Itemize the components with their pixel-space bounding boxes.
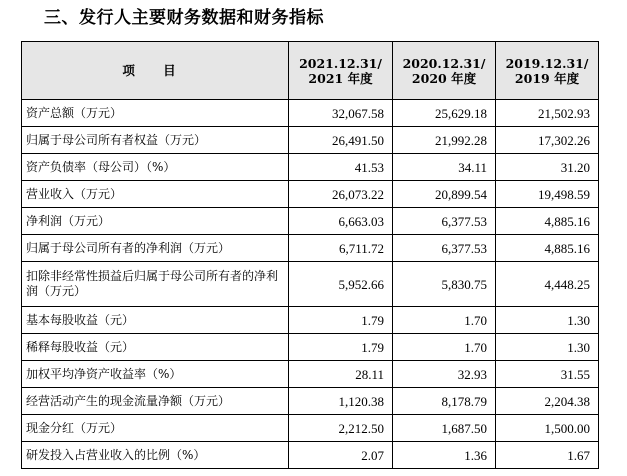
column-header-date: 2019.12.31/: [505, 55, 589, 71]
table-row: [22, 361, 599, 388]
cell-value: 1.30: [496, 334, 599, 361]
cell-value: 5,952.66: [289, 262, 393, 307]
table-row: [22, 262, 599, 307]
cell-value: 1.67: [496, 442, 599, 469]
row-label: 资产总额（万元）: [22, 100, 289, 127]
cell-value: 1.79: [289, 334, 393, 361]
table-row: [22, 442, 599, 469]
column-header-2020: [393, 42, 496, 100]
cell-value: 32.93: [393, 361, 496, 388]
cell-value: 1.79: [289, 307, 393, 334]
cell-value: 1.70: [393, 334, 496, 361]
cell-value: 2.07: [289, 442, 393, 469]
cell-value: 2,204.38: [496, 388, 599, 415]
cell-value: 4,448.25: [496, 262, 599, 307]
cell-value: 1,120.38: [289, 388, 393, 415]
column-header-date: 2021.12.31/: [299, 55, 382, 71]
cell-value: 19,498.59: [496, 181, 599, 208]
row-label: 营业收入（万元）: [22, 181, 289, 208]
column-header-year: 2019 年度: [514, 70, 580, 86]
cell-value: 1.36: [393, 442, 496, 469]
cell-value: 31.20: [496, 154, 599, 181]
cell-value: 6,377.53: [393, 208, 496, 235]
table-row: [22, 334, 599, 361]
cell-value: 34.11: [393, 154, 496, 181]
cell-value: 6,663.03: [289, 208, 393, 235]
table-row: [22, 415, 599, 442]
cell-value: 21,502.93: [496, 100, 599, 127]
table-header-row: [22, 42, 599, 100]
cell-value: 4,885.16: [496, 208, 599, 235]
row-label: 稀释每股收益（元）: [22, 334, 289, 361]
table-row: [22, 208, 599, 235]
table-row: [22, 307, 599, 334]
column-header-year: 2020 年度: [411, 70, 477, 86]
row-label: 基本每股收益（元）: [22, 307, 289, 334]
cell-value: 1,500.00: [496, 415, 599, 442]
column-header-2019: [496, 42, 599, 100]
cell-value: 1.70: [393, 307, 496, 334]
cell-value: 1,687.50: [393, 415, 496, 442]
cell-value: 21,992.28: [393, 127, 496, 154]
table-row: [22, 100, 599, 127]
cell-value: 8,178.79: [393, 388, 496, 415]
cell-value: 31.55: [496, 361, 599, 388]
cell-value: 4,885.16: [496, 235, 599, 262]
column-header-2021: [289, 42, 393, 100]
cell-value: 6,377.53: [393, 235, 496, 262]
table-row: [22, 235, 599, 262]
row-label: 净利润（万元）: [22, 208, 289, 235]
table-row: [22, 388, 599, 415]
cell-value: 25,629.18: [393, 100, 496, 127]
row-label: 研发投入占营业收入的比例（%）: [22, 442, 289, 469]
row-label: 现金分红（万元）: [22, 415, 289, 442]
item-column-header: 项 目: [22, 42, 289, 100]
cell-value: 17,302.26: [496, 127, 599, 154]
cell-value: 6,711.72: [289, 235, 393, 262]
row-label: 归属于母公司所有者的净利润（万元）: [22, 235, 289, 262]
table-row: [22, 181, 599, 208]
cell-value: 26,491.50: [289, 127, 393, 154]
cell-value: 32,067.58: [289, 100, 393, 127]
column-header-date: 2020.12.31/: [402, 55, 486, 71]
column-header-year: 2021 年度: [308, 70, 373, 86]
cell-value: 5,830.75: [393, 262, 496, 307]
cell-value: 41.53: [289, 154, 393, 181]
cell-value: 28.11: [289, 361, 393, 388]
row-label: 加权平均净资产收益率（%）: [22, 361, 289, 388]
table-row: [22, 154, 599, 181]
row-label: 资产负债率（母公司）（%）: [22, 154, 289, 181]
cell-value: 1.30: [496, 307, 599, 334]
cell-value: 2,212.50: [289, 415, 393, 442]
row-label: 扣除非经常性损益后归属于母公司所有者的净利润（万元）: [22, 262, 289, 307]
table-row: [22, 127, 599, 154]
section-heading: 三、发行人主要财务数据和财务指标: [44, 8, 324, 28]
row-label: 经营活动产生的现金流量净额（万元）: [22, 388, 289, 415]
cell-value: 20,899.54: [393, 181, 496, 208]
cell-value: 26,073.22: [289, 181, 393, 208]
financial-data-table: [21, 41, 599, 469]
row-label: 归属于母公司所有者权益（万元）: [22, 127, 289, 154]
